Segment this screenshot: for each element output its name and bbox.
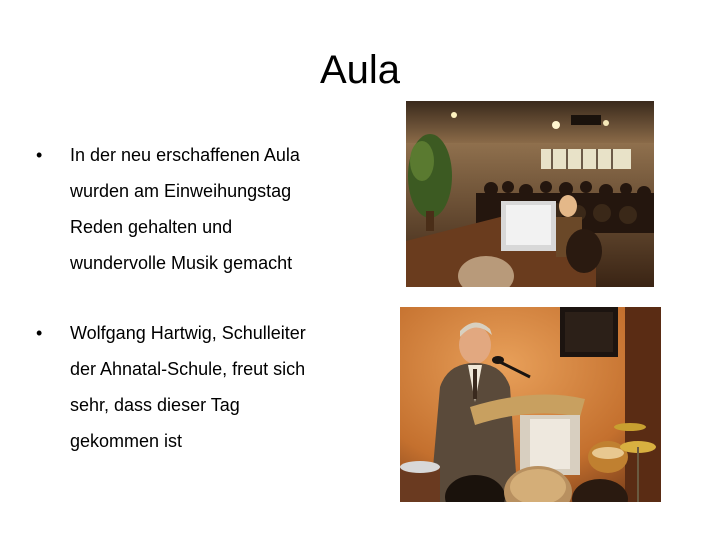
bullet-marker: • xyxy=(36,323,43,343)
slide-title: Aula xyxy=(319,48,401,92)
bullet-list xyxy=(36,137,356,459)
bullet-text: Wolfgang Hartwig, Schulleiter der Ahnatal-Schule, freut sich sehr, dass dieser Tag gekommen ist xyxy=(70,323,306,451)
auditorium-concert-photo xyxy=(406,101,654,287)
bullet-item xyxy=(36,137,356,281)
bullet-item xyxy=(36,315,356,459)
bullet-text: In der neu erschaffenen Aula wurden am Einweihungstag Reden gehalten und wundervolle Musik gemacht xyxy=(70,145,300,273)
speaker-at-lectern-photo xyxy=(400,307,661,502)
bullet-marker: • xyxy=(36,145,43,165)
